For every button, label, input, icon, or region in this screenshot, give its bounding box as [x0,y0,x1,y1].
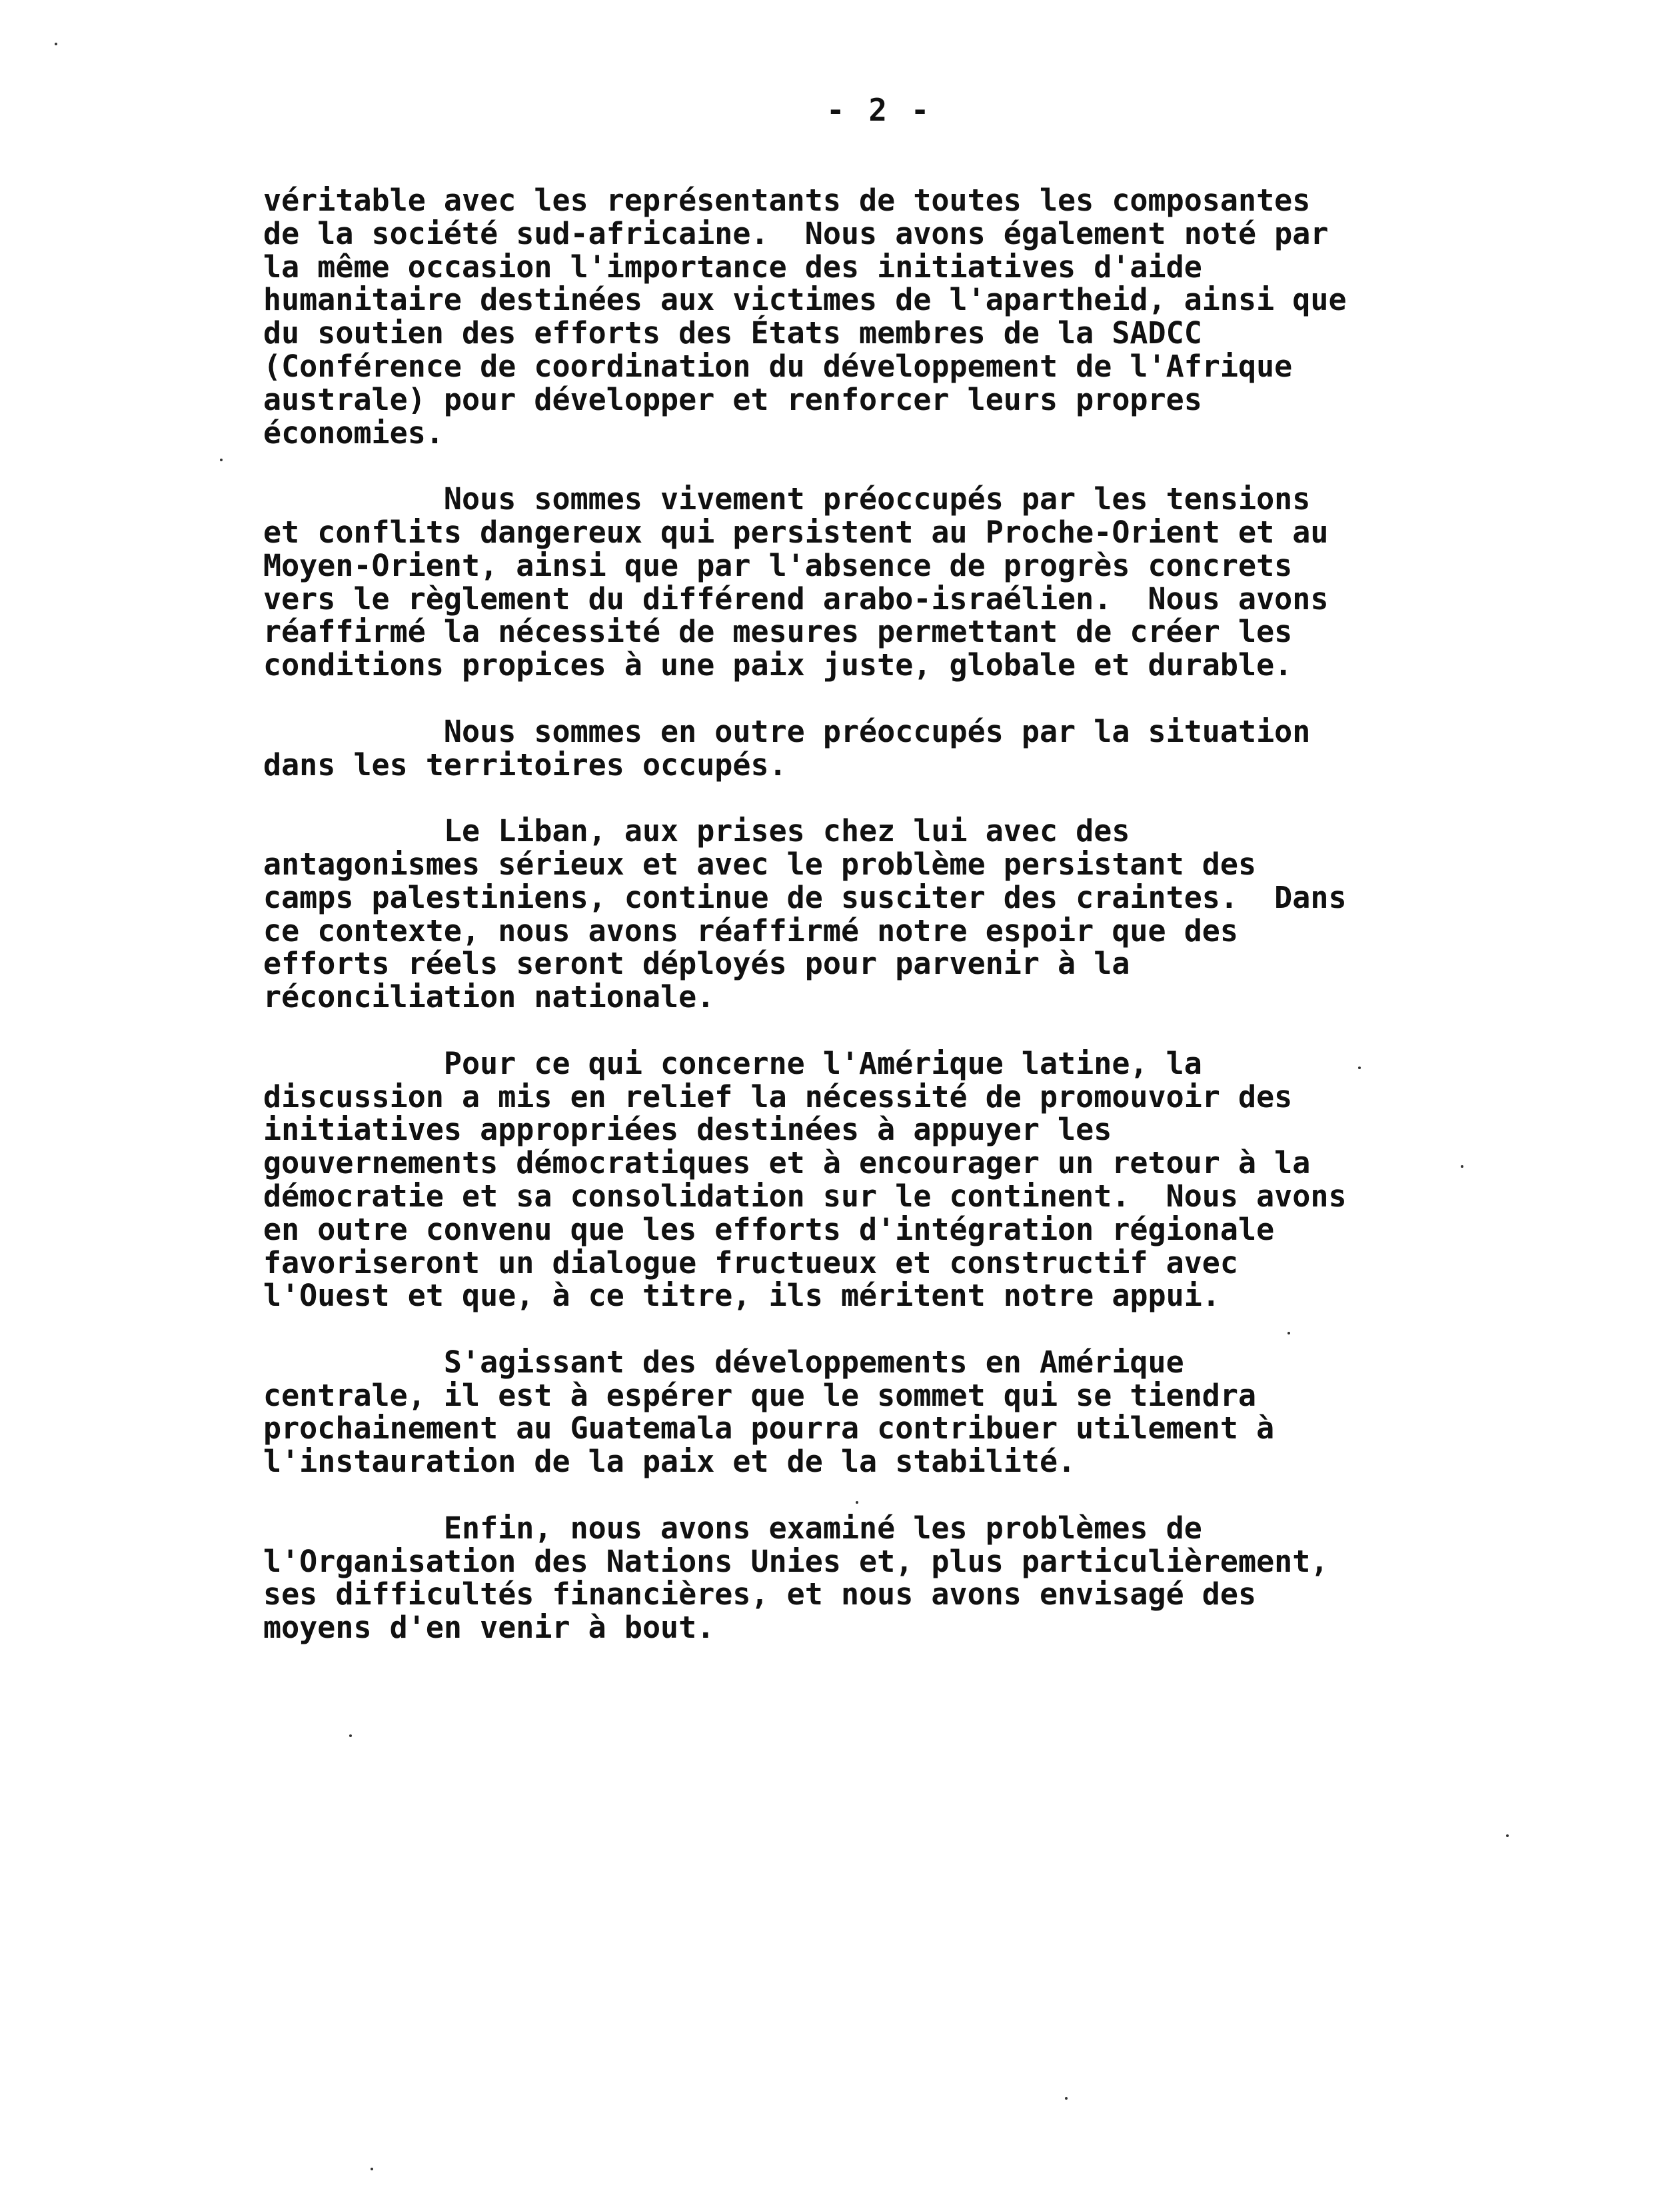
text-line: dans les territoires occupés. [263,747,787,783]
scan-speck [349,1734,352,1737]
paragraph-latin-america [263,1047,1516,1312]
scan-speck [856,1501,858,1504]
text-line: camps palestiniens, continue de susciter des craintes. Dans [263,879,1347,915]
text-line: efforts réels seront déployés pour parvenir à la [263,946,1130,982]
text-line: (Conférence de coordination du développement de l'Afrique [263,348,1293,384]
text-line: australe) pour développer et renforcer leurs propres [263,381,1202,417]
scan-speck [371,2168,373,2170]
page-number: - 2 - [826,92,932,128]
text-line: ses difficultés financières, et nous avons envisagé des [263,1576,1257,1612]
scan-speck [55,43,57,45]
text-line: favoriseront un dialogue fructueux et constructif avec [263,1244,1238,1280]
text-line: en outre convenu que les efforts d'intégration régionale [263,1211,1275,1247]
text-line: de la société sud-africaine. Nous avons également noté par [263,215,1329,251]
paragraph-lebanon [263,815,1516,1014]
text-line: Moyen-Orient, ainsi que par l'absence de progrès concrets [263,547,1293,583]
text-line: Nous sommes vivement préoccupés par les tensions [263,481,1311,517]
text-line: la même occasion l'importance des initiatives d'aide [263,249,1202,285]
scan-speck [1065,2097,1068,2100]
text-line: antagonismes sérieux et avec le problème persistant des [263,846,1257,882]
text-line: Le Liban, aux prises chez lui avec des [263,813,1130,849]
text-line: économies. [263,415,444,451]
text-line: prochainement au Guatemala pourra contribuer utilement à [263,1410,1275,1446]
paragraph-united-nations [263,1512,1516,1644]
text-line: ce contexte, nous avons réaffirmé notre espoir que des [263,913,1238,949]
text-line: réaffirmé la nécessité de mesures permettant de créer les [263,614,1293,650]
text-line: gouvernements démocratiques et à encourager un retour à la [263,1145,1311,1181]
scan-speck [220,459,223,461]
text-line: l'instauration de la paix et de la stabilité. [263,1444,1076,1480]
text-line: véritable avec les représentants de toutes les composantes [263,183,1311,218]
text-line: S'agissant des développements en Amérique [263,1344,1184,1380]
text-line: réconciliation nationale. [263,979,715,1015]
scan-speck [1358,1067,1361,1069]
text-line: Nous sommes en outre préoccupés par la situation [263,713,1311,749]
text-line: Pour ce qui concerne l'Amérique latine, la [263,1045,1202,1081]
text-line: Enfin, nous avons examiné les problèmes de [263,1510,1202,1546]
paragraph-occupied-territories [263,715,1516,782]
scan-speck [1461,1165,1463,1168]
text-line: vers le règlement du différend arabo-israélien. Nous avons [263,581,1329,617]
text-line: centrale, il est à espérer que le sommet qui se tiendra [263,1377,1257,1413]
text-line: démocratie et sa consolidation sur le continent. Nous avons [263,1178,1347,1214]
text-line: et conflits dangereux qui persistent au Proche-Orient et au [263,514,1329,550]
body-text [263,184,1516,1678]
text-line: humanitaire destinées aux victimes de l'apartheid, ainsi que [263,282,1347,318]
text-line: discussion a mis en relief la nécessité de promouvoir des [263,1079,1293,1114]
scan-speck [1506,1834,1509,1837]
scan-speck [1287,1332,1290,1334]
paragraph-central-america [263,1346,1516,1478]
text-line: conditions propices à une paix juste, globale et durable. [263,647,1293,683]
paragraph-southern-africa [263,184,1516,449]
text-line: l'Ouest et que, à ce titre, ils méritent notre appui. [263,1278,1220,1314]
text-line: initiatives appropriées destinées à appuyer les [263,1112,1112,1148]
text-line: l'Organisation des Nations Unies et, plus particulièrement, [263,1543,1329,1579]
paragraph-middle-east [263,483,1516,682]
text-line: moyens d'en venir à bout. [263,1610,715,1646]
text-line: du soutien des efforts des États membres de la SADCC [263,315,1202,351]
